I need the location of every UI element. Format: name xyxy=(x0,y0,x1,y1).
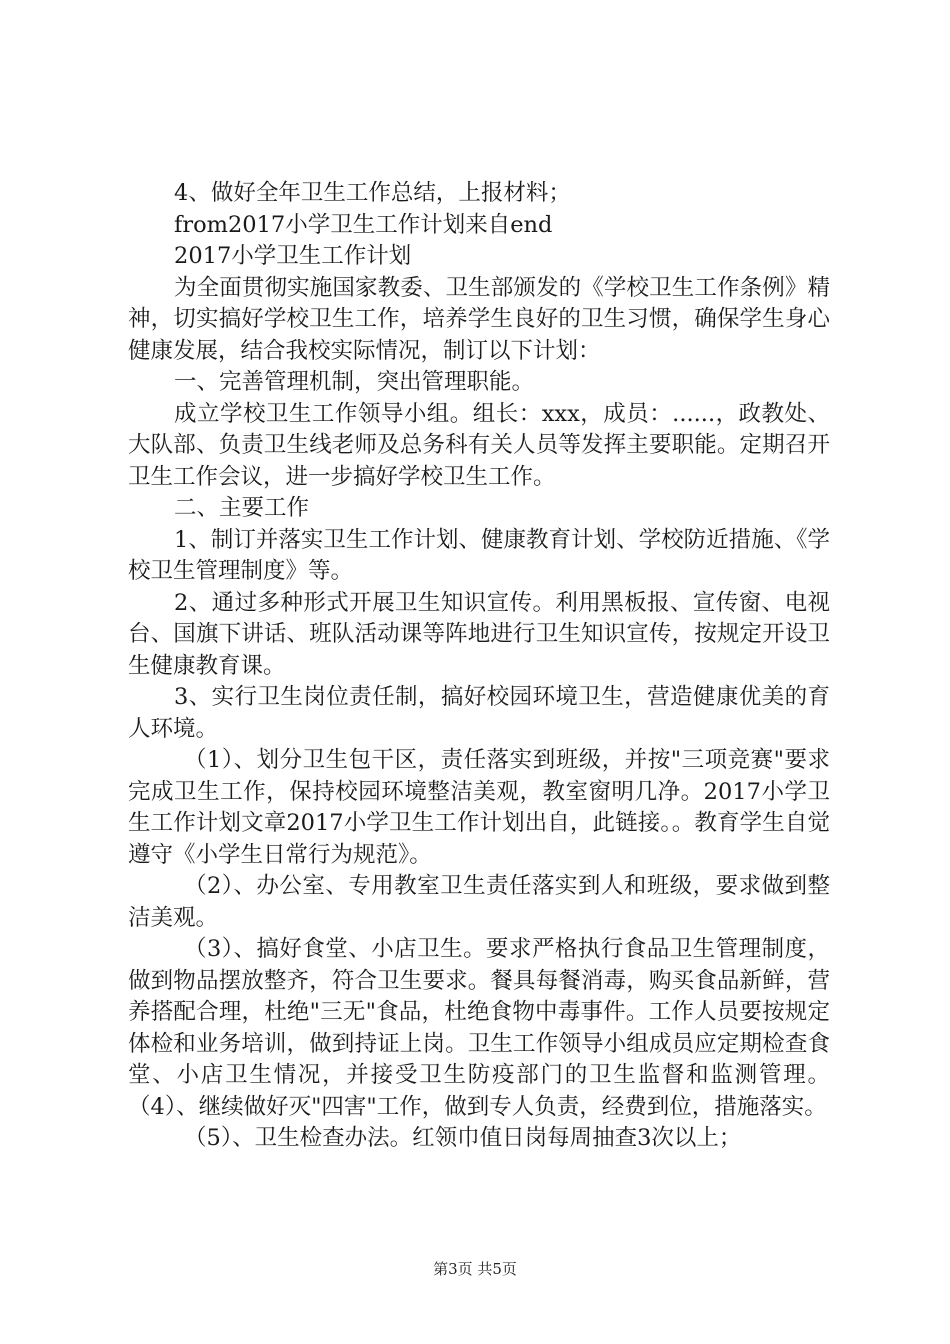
paragraph-14: （5）、卫生检查办法。红领巾值日岗每周抽查3次以上； xyxy=(184,1125,742,1151)
paragraph-4: 为全面贯彻实施国家教委、卫生部颁发的《学校卫生工作条例》精神，切实搞好学校卫生工作，培养学生良好的卫生习惯，确保学生身心健康发展，结合我校实际情况，制订以下计划： xyxy=(128,274,830,364)
paragraph-8: 1、制订并落实卫生工作计划、健康教育计划、学校防近措施、《学校卫生管理制度》等。 xyxy=(128,526,830,584)
paragraph-2: from2017小学卫生工作计划来自end xyxy=(174,211,553,238)
paragraph-3: 2017小学卫生工作计划 xyxy=(174,243,412,269)
paragraph-7: 二、主要工作 xyxy=(174,495,310,521)
paragraph-1: 4、做好全年卫生工作总结，上报材料； xyxy=(174,180,571,206)
document-body xyxy=(128,178,830,1155)
paragraph-5: 一、完善管理机制，突出管理职能。 xyxy=(174,369,535,395)
paragraph-11: （1）、划分卫生包干区，责任落实到班级，并按"三项竞赛"要求完成卫生工作，保持校园环境整洁美观，教室窗明几净。2017小学卫生工作计划文章2017小学卫生工作计划出自，此链接。。教育学生自觉遵守《小学生日常行为规范》。 xyxy=(128,747,830,868)
paragraph-6: 成立学校卫生工作领导小组。组长：xxx，成员：......，政教处、大队部、负责卫生线老师及总务科有关人员等发挥主要职能。定期召开卫生工作会议，进一步搞好学校卫生工作。 xyxy=(128,400,830,490)
paragraph-9: 2、通过多种形式开展卫生知识宣传。利用黑板报、宣传窗、电视台、国旗下讲话、班队活动课等阵地进行卫生知识宣传，按规定开设卫生健康教育课。 xyxy=(128,589,830,679)
paragraph-12: （2）、办公室、专用教室卫生责任落实到人和班级，要求做到整洁美观。 xyxy=(128,873,830,931)
paragraph-13: （3）、搞好食堂、小店卫生。要求严格执行食品卫生管理制度，做到物品摆放整齐，符合卫生要求。餐具每餐消毒，购买食品新鲜，营养搭配合理，杜绝"三无"食品，杜绝食物中毒事件。工作人员要按规定体检和业务培训，做到持证上岗。卫生工作领导小组成员应定期检查食堂、小店卫生情况，并接受卫生防疫部门的卫生监督和监测管理。（4）、继续做好灭"四害"工作，做到专人负责，经费到位，措施落实。 xyxy=(128,936,830,1120)
page-number-footer: 第3页 共5页 xyxy=(433,1260,517,1278)
paragraph-10: 3、实行卫生岗位责任制，搞好校园环境卫生，营造健康优美的育人环境。 xyxy=(128,684,830,742)
